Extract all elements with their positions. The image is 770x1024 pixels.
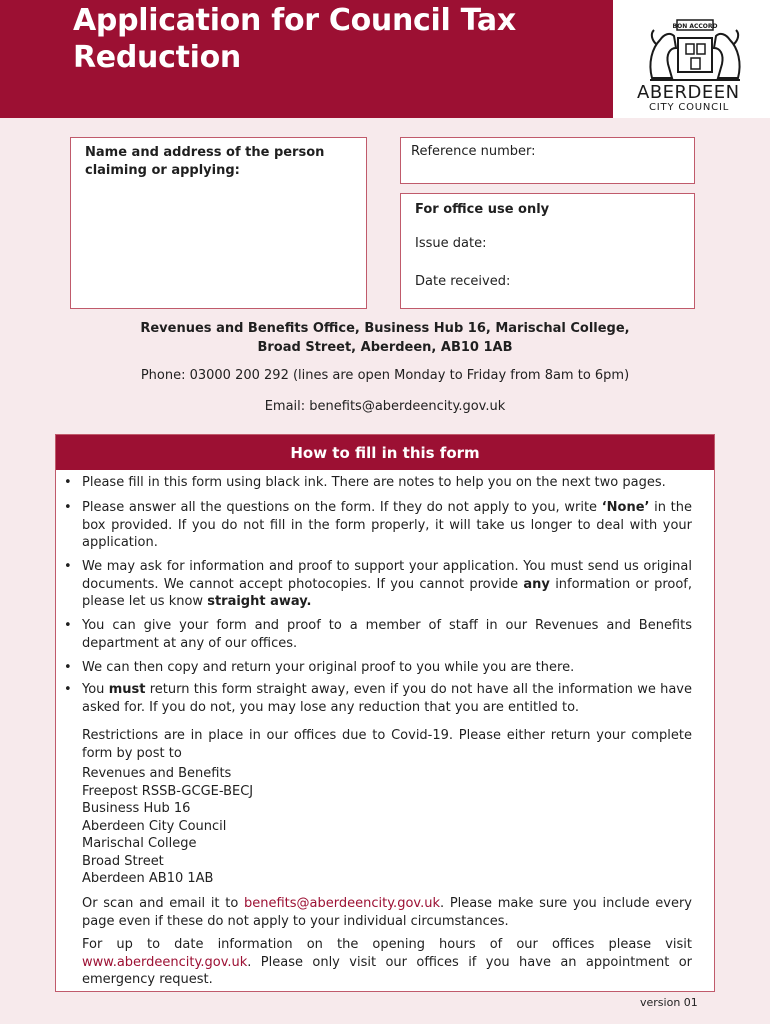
header-banner xyxy=(0,0,613,118)
opening-hours-note: For up to date information on the opening hours of our offices please visit www.aberdeencity.gov.uk. Please only visit our offices if you have an appointment or emergency request. xyxy=(82,937,692,987)
instructions-panel xyxy=(55,434,715,992)
benefits-email-link[interactable]: benefits@aberdeencity.gov.uk xyxy=(244,896,440,911)
instructions-heading: How to fill in this form xyxy=(56,435,714,470)
office-use-box xyxy=(400,193,695,309)
list-item: • We may ask for information and proof to support your application. You must send us original documents. We cannot accept photocopies. If you cannot provide any information or proof, please let us know straight away. xyxy=(82,558,692,611)
name-address-label: Name and address of the person claiming or applying: xyxy=(85,145,325,178)
phone-info: Phone: 03000 200 292 (lines are open Monday to Friday from 8am to 6pm) xyxy=(140,368,630,383)
list-item: • You can give your form and proof to a member of staff in our Revenues and Benefits department at any of our offices. xyxy=(82,617,692,652)
reference-number-label: Reference number: xyxy=(411,144,536,159)
issue-date-label: Issue date: xyxy=(415,236,487,251)
title-line-1: Application for Council Tax xyxy=(73,3,516,38)
scan-email-note: Or scan and email it to benefits@aberdeencity.gov.uk. Please make sure you include every page even if these do not apply to your individual circumstances. xyxy=(82,896,692,929)
list-item: • Please fill in this form using black ink. There are notes to help you on the next two pages. xyxy=(82,474,692,492)
title-line-2: Reduction xyxy=(73,40,241,75)
office-address: Revenues and Benefits Office, Business Hub 16, Marischal College, Broad Street, Aberdeen, AB10 1AB xyxy=(140,321,630,355)
list-item: • We can then copy and return your original proof to you while you are there. xyxy=(82,659,692,677)
office-use-title: For office use only xyxy=(415,202,550,217)
page-title xyxy=(73,2,516,76)
council-website-link[interactable]: www.aberdeencity.gov.uk xyxy=(82,954,248,970)
logo-name: ABERDEEN xyxy=(637,82,740,103)
date-received-label: Date received: xyxy=(415,274,511,289)
list-item: • You must return this form straight away, even if you do not have all the information we have asked for. If you do not, you may lose any reduction that you are entitled to. xyxy=(82,681,692,716)
postal-address: Revenues and Benefits Freepost RSSB-GCGE-BECJ Business Hub 16 Aberdeen City Council Marischal College Broad Street Aberdeen AB10 1AB xyxy=(82,766,254,886)
version-label: version 01 xyxy=(640,996,698,1009)
logo-subtitle: CITY COUNCIL xyxy=(649,102,730,113)
logo-motto: BON ACCORD xyxy=(672,23,718,30)
name-address-field[interactable] xyxy=(70,137,367,309)
reference-number-field[interactable] xyxy=(400,137,695,184)
restrictions-note: Restrictions are in place in our offices due to Covid-19. Please either return your complete form by post to xyxy=(82,728,692,761)
email-info: Email: benefits@aberdeencity.gov.uk xyxy=(264,399,506,414)
list-item: • Please answer all the questions on the form. If they do not apply to you, write ‘None’ in the box provided. If you do not fill in the form properly, it will take us longer to deal with your application. xyxy=(82,499,692,552)
aberdeen-crest-icon xyxy=(642,18,748,84)
